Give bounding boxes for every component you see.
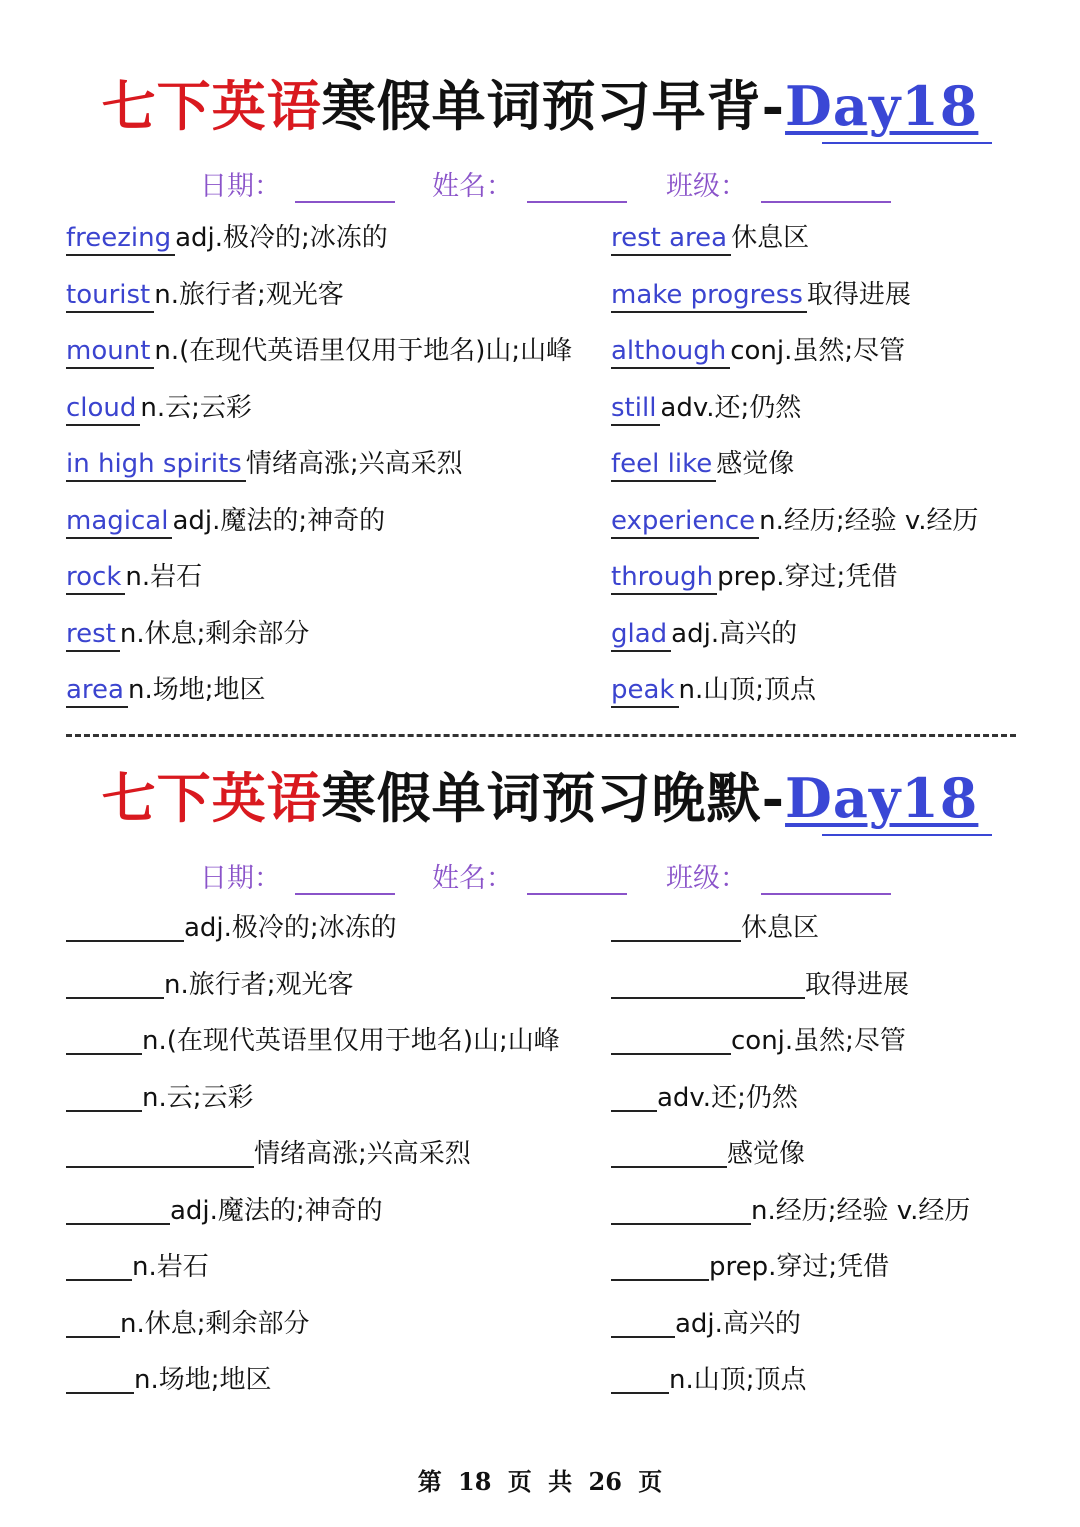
evening-left-row (66, 1304, 310, 1344)
vocab-meaning: n.旅行者;观光客 (154, 280, 344, 310)
morning-left-row (66, 501, 385, 541)
answer-blank[interactable] (611, 1362, 669, 1394)
evening-left-row (66, 965, 354, 1005)
class-label: 班级： (666, 171, 747, 202)
evening-right-row (611, 965, 909, 1005)
section-divider (66, 734, 1016, 737)
vocab-word: rest area (611, 222, 731, 256)
vocab-meaning: prep.穿过;凭借 (717, 562, 898, 592)
vocab-word: feel like (611, 448, 716, 482)
vocab-meaning: n.场地;地区 (127, 675, 266, 705)
vocab-meaning: conj.虽然;尽管 (730, 336, 906, 366)
page-footer: 第 18 页 共 26 页 (417, 1467, 663, 1496)
vocab-meaning: adj.高兴的 (671, 619, 798, 649)
evening-title-red: 七下英语 (101, 766, 322, 830)
vocab-word: rest (66, 618, 120, 652)
morning-left-row (66, 557, 202, 597)
answer-blank[interactable] (66, 1362, 134, 1394)
evening-title-day: Day18 (785, 766, 979, 830)
vocab-meaning: n.云;云彩 (140, 393, 252, 423)
vocab-meaning: 感觉像 (716, 449, 795, 479)
evening-left-row (66, 1360, 272, 1400)
evening-right-row (611, 1304, 801, 1344)
answer-blank[interactable] (66, 1136, 254, 1168)
vocab-meaning: 休息区 (741, 913, 820, 943)
class-label: 班级： (666, 863, 747, 894)
vocab-word: in high spirits (66, 448, 246, 482)
vocab-meaning: n.经历;经验 v.经历 (751, 1196, 971, 1226)
vocab-meaning: adj.魔法的;神奇的 (170, 1196, 383, 1226)
vocab-meaning: prep.穿过;凭借 (709, 1252, 890, 1282)
morning-class-field[interactable] (666, 164, 891, 203)
date-line (295, 171, 395, 203)
evening-title-rule (822, 834, 992, 836)
vocab-meaning: n.(在现代英语里仅用于地名)山;山峰 (154, 336, 573, 366)
evening-title-black: 寒假单词预习晚默- (321, 766, 786, 830)
vocab-word: rock (66, 561, 125, 595)
morning-title (0, 74, 1080, 138)
vocab-meaning: 取得进展 (806, 280, 911, 310)
vocab-word: although (611, 335, 730, 369)
answer-blank[interactable] (611, 1306, 675, 1338)
evening-right-row (611, 1021, 906, 1061)
morning-title-day: Day18 (785, 74, 979, 138)
vocab-word: experience (611, 505, 759, 539)
vocab-meaning: 情绪高涨;兴高采烈 (254, 1139, 471, 1169)
evening-info-row (0, 856, 1080, 896)
evening-name-field[interactable] (432, 856, 627, 895)
answer-blank[interactable] (611, 1080, 657, 1112)
morning-right-row (611, 670, 816, 710)
date-label: 日期： (200, 863, 281, 894)
vocab-word: glad (611, 618, 671, 652)
vocab-meaning: adj.极冷的;冰冻的 (184, 913, 397, 943)
morning-right-row (611, 275, 911, 315)
vocab-meaning: n.岩石 (125, 562, 203, 592)
morning-title-black: 寒假单词预习早背- (321, 74, 786, 138)
vocab-meaning: n.(在现代英语里仅用于地名)山;山峰 (142, 1026, 560, 1056)
vocab-word: mount (66, 335, 154, 369)
morning-title-rule (822, 142, 992, 144)
answer-blank[interactable] (66, 1080, 142, 1112)
morning-left-row (66, 331, 572, 371)
morning-right-row (611, 501, 979, 541)
vocab-word: peak (611, 674, 679, 708)
vocab-meaning: n.休息;剩余部分 (119, 619, 310, 649)
vocab-meaning: adv.还;仍然 (657, 1083, 798, 1113)
vocab-meaning: 感觉像 (727, 1139, 806, 1169)
date-label: 日期： (200, 171, 281, 202)
morning-left-row (66, 275, 344, 315)
vocab-word: make progress (611, 279, 807, 313)
name-label: 姓名： (432, 171, 513, 202)
answer-blank[interactable] (611, 1193, 751, 1225)
morning-right-row (611, 331, 905, 371)
evening-title (0, 766, 1080, 830)
vocab-meaning: adj.极冷的;冰冻的 (175, 223, 388, 253)
vocab-meaning: adv.还;仍然 (660, 393, 802, 423)
vocab-meaning: 取得进展 (805, 970, 910, 1000)
answer-blank[interactable] (611, 967, 805, 999)
evening-left-row (66, 1078, 254, 1118)
answer-blank[interactable] (66, 1249, 132, 1281)
vocab-word: freezing (66, 222, 175, 256)
morning-left-row (66, 614, 309, 654)
date-line (295, 863, 395, 895)
class-line (761, 171, 891, 203)
evening-right-row (611, 908, 819, 948)
answer-blank[interactable] (66, 1193, 170, 1225)
vocab-word: through (611, 561, 717, 595)
vocab-word: area (66, 674, 128, 708)
evening-right-row (611, 1247, 889, 1287)
morning-right-row (611, 218, 809, 258)
name-line (527, 171, 627, 203)
vocab-word: magical (66, 505, 172, 539)
vocab-meaning: adj.高兴的 (675, 1309, 801, 1339)
vocab-meaning: n.山顶;顶点 (678, 675, 817, 705)
vocab-meaning: n.云;云彩 (142, 1083, 254, 1113)
evening-right-row (611, 1134, 805, 1174)
vocab-meaning: adj.魔法的;神奇的 (172, 506, 386, 536)
evening-class-field[interactable] (666, 856, 891, 895)
name-line (527, 863, 627, 895)
morning-title-red: 七下英语 (101, 74, 322, 138)
answer-blank[interactable] (66, 1023, 142, 1055)
evening-left-row (66, 1191, 383, 1231)
answer-blank[interactable] (611, 910, 741, 942)
evening-left-row (66, 908, 397, 948)
morning-name-field[interactable] (432, 164, 627, 203)
morning-info-row (0, 164, 1080, 204)
answer-blank[interactable] (611, 1136, 727, 1168)
morning-left-row (66, 444, 463, 484)
morning-left-row (66, 388, 252, 428)
vocab-meaning: n.场地;地区 (134, 1365, 272, 1395)
evening-left-row (66, 1134, 471, 1174)
vocab-meaning: conj.虽然;尽管 (731, 1026, 906, 1056)
vocab-word: still (611, 392, 660, 426)
morning-right-row (611, 557, 897, 597)
morning-date-field[interactable] (200, 164, 395, 203)
morning-right-row (611, 388, 801, 428)
morning-right-row (611, 614, 797, 654)
answer-blank[interactable] (611, 1023, 731, 1055)
evening-left-row (66, 1021, 560, 1061)
vocab-meaning: n.休息;剩余部分 (120, 1309, 310, 1339)
vocab-meaning: 情绪高涨;兴高采烈 (245, 449, 463, 479)
answer-blank[interactable] (66, 1306, 120, 1338)
evening-right-row (611, 1191, 970, 1231)
vocab-word: cloud (66, 392, 140, 426)
answer-blank[interactable] (611, 1249, 709, 1281)
vocab-meaning: n.山顶;顶点 (669, 1365, 807, 1395)
vocab-meaning: n.岩石 (132, 1252, 209, 1282)
vocab-word: tourist (66, 279, 154, 313)
vocab-meaning: n.旅行者;观光客 (164, 970, 354, 1000)
answer-blank[interactable] (66, 967, 164, 999)
evening-right-row (611, 1078, 798, 1118)
morning-left-row (66, 218, 388, 258)
name-label: 姓名： (432, 863, 513, 894)
morning-left-row (66, 670, 266, 710)
morning-right-row (611, 444, 794, 484)
evening-date-field[interactable] (200, 856, 395, 895)
vocab-meaning: n.经历;经验 v.经历 (759, 506, 979, 536)
evening-left-row (66, 1247, 209, 1287)
class-line (761, 863, 891, 895)
answer-blank[interactable] (66, 910, 184, 942)
vocab-meaning: 休息区 (731, 223, 810, 253)
evening-right-row (611, 1360, 807, 1400)
